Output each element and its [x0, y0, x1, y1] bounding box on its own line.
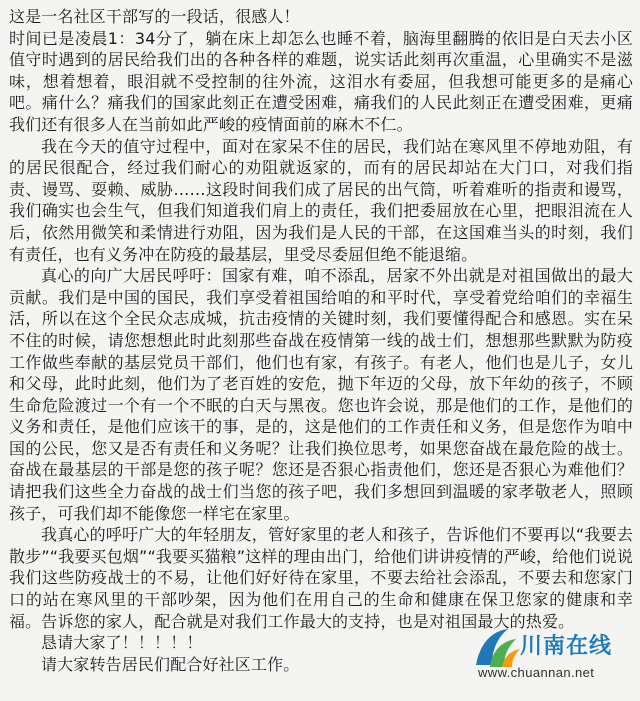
paragraph-1: 时间已是凌晨1：34分了，躺在床上却怎么也睡不着，脑海里翻腾的依旧是白天去小区值守时遇到的居民给我们出的各种各样的难题，说实话此刻再次重温，心里确实不是滋味，想着想着，眼泪就不受控制的往外流，这泪水有委屈，但我想可能更多的是痛心吧。痛什么？痛我们的国家此刻正在遭受困难，痛我们的人民此刻正在遭受困难，更痛我们还有很多人在当前如此严峻的疫情面前的麻木不仁。 [9, 28, 633, 134]
paragraph-4: 我真心的呼吁广大的年轻朋友，管好家里的老人和孩子，告诉他们不要再以“我要去散步”“我要买包烟”“我要买猫粮”这样的理由出门，给他们讲讲疫情的严峻，给他们说说我们这些防疫战士的不易，让他们好好待在家里，不要去给社会添乱，不要去和您家门口的站在寒风里的干部吵架，因为他们在用自己的生命和健康在保卫您家的健康和幸福。告诉您的家人，配合就是对我们工作最大的支持，也是对祖国最大的热爱。 [9, 525, 633, 631]
site-name: 川南在线 [520, 634, 613, 659]
paragraph-2: 我在今天的值守过程中，面对在家呆不住的居民，我们站在寒风里不停地劝阻，有的居民很配合，经过我们耐心的劝阻就返家的，而有的居民却站在大门口，对我们指责、谩骂、耍赖、威胁……这段时间我们成了居民的出气筒，听着难听的指责和谩骂，我们确实也会生气，但我们知道我们肩上的责任，我们把委屈放在心里，把眼泪流在人后，依然用微笑和柔情进行劝阻，因为我们是人民的干部，在这国难当头的时刻，我们有责任，也有义务冲在防疫的最基层，里受尽委屈但绝不能退缩。 [9, 136, 633, 264]
paragraph-3: 真心的向广大居民呼吁：国家有难，咱不添乱，居家不外出就是对祖国做出的最大贡献。我们是中国的国民，我们享受着祖国给咱的和平时代，享受着党给咱们的幸福生活，所以在这个全民众志成城，抗击疫情的关键时刻，我们要懂得配合和感恩。实在呆不住的时候，请您想想此时此刻那些奋战在疫情第一线的战士们，想想那些默默为防疫工作做些奉献的基层党员干部们，他们也有家，有孩子。有老人，他们也是儿子，女儿和父母，此时此刻，他们为了老百姓的安危，抛下年迈的父母，放下年幼的孩子，不顾生命危险渡过一个有一个不眠的白天与黑夜。您也许会说，那是他们的工作，是他们的义务和责任，是他们应该干的事，是的，这是他们的工作责任和义务，但是您作为咱中国的公民，您又是否有责任和义务呢？让我们换位思考，如果您奋战在最危险的战士。奋战在最基层的干部是您的孩子呢？您还是否狠心指责他们，您还是否狠心为难他们？请把我们这些全力奋战的战士们当您的孩子吧，我们多想回到温暖的家孝敬老人，照顾孩子，可我们却不能像您一样宅在家里。 [9, 266, 633, 523]
site-url: www.chuannan.net [478, 665, 595, 680]
document-body [9, 6, 633, 675]
paragraph-6: 请大家转告居民们配合好社区工作。 [41, 654, 300, 674]
document-title: 这是一名社区干部写的一段话，很感人！ [9, 7, 300, 26]
paragraph-5: 恳请大家了！！！！！ [41, 633, 203, 653]
site-watermark [470, 621, 640, 691]
